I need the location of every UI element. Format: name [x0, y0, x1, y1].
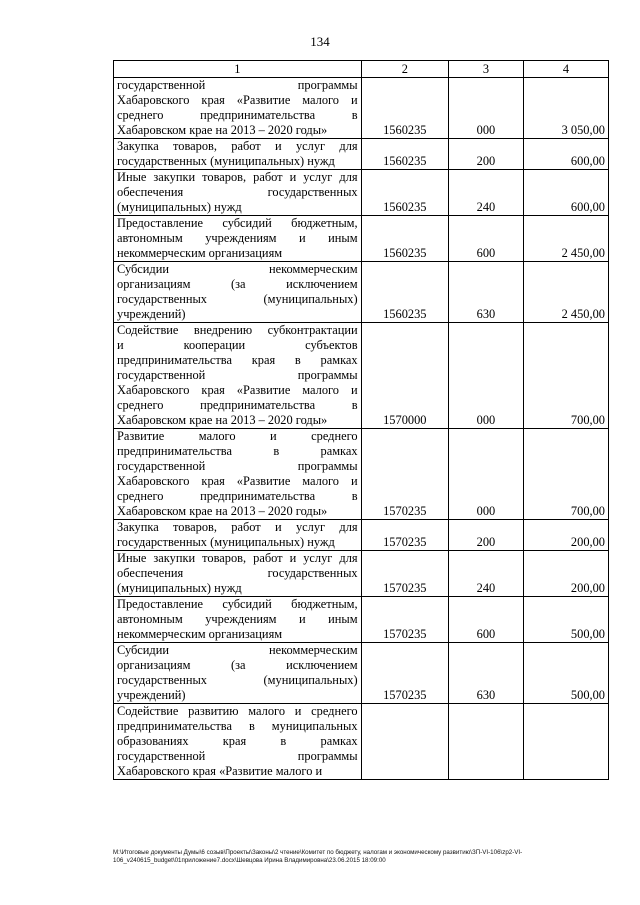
- row-name-line: некоммерческим организациям: [117, 246, 283, 260]
- page-number: 134: [310, 34, 330, 49]
- row-sum-cell: 700,00: [523, 323, 608, 429]
- row-name-line: Хабаровского края «Развитие малого и: [117, 764, 323, 778]
- row-name-line: предпринимательства в рамках: [117, 444, 358, 458]
- row-name-line: государственной программы: [117, 459, 358, 473]
- row-name-line: Хабаровского края «Развитие малого и: [117, 93, 358, 107]
- row-name-line: среднего предпринимательства в: [117, 489, 358, 503]
- row-sum-cell: 2 450,00: [523, 262, 608, 323]
- row-name-line: Хабаровском крае на 2013 – 2020 годы»: [117, 504, 328, 518]
- row-code-cell: 1560235: [361, 216, 448, 262]
- row-name-line: учреждений): [117, 688, 186, 702]
- row-code-cell: 1560235: [361, 262, 448, 323]
- row-code-cell: 1570235: [361, 551, 448, 597]
- row-name-line: Иные закупки товаров, работ и услуг для: [117, 551, 358, 565]
- row-sum-cell: 500,00: [523, 643, 608, 704]
- row-name-line: Хабаровском крае на 2013 – 2020 годы»: [117, 123, 328, 137]
- row-name-cell: [114, 429, 362, 520]
- table-row: [114, 216, 609, 262]
- row-name-line: образованиях края в рамках: [117, 734, 358, 748]
- row-name-line: государственных (муниципальных) нужд: [117, 154, 335, 168]
- row-name-cell: [114, 170, 362, 216]
- row-sum-cell: 600,00: [523, 170, 608, 216]
- row-sum-cell: 3 050,00: [523, 78, 608, 139]
- row-name-line: Содействие внедрению субконтрактации: [117, 323, 358, 337]
- row-sum-cell: [523, 704, 608, 780]
- row-name-cell: [114, 597, 362, 643]
- row-name-line: государственной программы: [117, 78, 358, 92]
- row-name-line: предпринимательства в муниципальных: [117, 719, 358, 733]
- file-path-footer: M:\Итоговые документы Думы\6 созыв\Проекты\Законы\2 чтение\Комитет по бюджету, налогам и экономическому развитию\ЗП-VI-106\zp2-VI-106_v240615_budget\01приложение7.docx\Шевцова Ирина Владимировна\23.06.2015 18:09:00: [113, 849, 523, 864]
- row-name-line: Содействие развитию малого и среднего: [117, 704, 358, 718]
- row-code-cell: 1570235: [361, 429, 448, 520]
- row-code-cell: 1570235: [361, 643, 448, 704]
- row-name-cell: [114, 139, 362, 170]
- header-col-2: 2: [361, 61, 448, 78]
- row-name-line: автономным учреждениям и иным: [117, 231, 358, 245]
- row-code-cell: 1560235: [361, 170, 448, 216]
- row-name-line: Субсидии некоммерческим: [117, 643, 358, 657]
- row-name-line: государственных (муниципальных): [117, 673, 358, 687]
- row-type-cell: 000: [449, 429, 524, 520]
- row-code-cell: [361, 704, 448, 780]
- row-type-cell: 200: [449, 520, 524, 551]
- row-name-line: Закупка товаров, работ и услуг для: [117, 139, 358, 153]
- row-name-line: Предоставление субсидий бюджетным,: [117, 597, 358, 611]
- row-type-cell: 240: [449, 551, 524, 597]
- table-row: [114, 170, 609, 216]
- row-sum-cell: 500,00: [523, 597, 608, 643]
- row-type-cell: 600: [449, 216, 524, 262]
- row-code-cell: 1560235: [361, 78, 448, 139]
- row-code-cell: 1570000: [361, 323, 448, 429]
- header-col-4: 4: [523, 61, 608, 78]
- row-type-cell: 000: [449, 78, 524, 139]
- row-name-line: Развитие малого и среднего: [117, 429, 358, 443]
- row-sum-cell: 2 450,00: [523, 216, 608, 262]
- row-name-line: предпринимательства края в рамках: [117, 353, 358, 367]
- row-name-line: Хабаровского края «Развитие малого и: [117, 474, 358, 488]
- table-row: [114, 139, 609, 170]
- table-header-row: [114, 61, 609, 78]
- row-name-cell: [114, 520, 362, 551]
- row-name-line: Хабаровского края «Развитие малого и: [117, 383, 358, 397]
- table-row: [114, 520, 609, 551]
- table-row: [114, 643, 609, 704]
- row-name-cell: [114, 643, 362, 704]
- row-sum-cell: 200,00: [523, 520, 608, 551]
- row-name-line: Предоставление субсидий бюджетным,: [117, 216, 358, 230]
- row-code-cell: 1560235: [361, 139, 448, 170]
- row-name-line: государственной программы: [117, 368, 358, 382]
- row-name-line: автономным учреждениям и иным: [117, 612, 358, 626]
- row-name-line: Иные закупки товаров, работ и услуг для: [117, 170, 358, 184]
- row-name-line: учреждений): [117, 307, 186, 321]
- row-name-cell: [114, 704, 362, 780]
- table-body: [114, 78, 609, 780]
- row-name-line: (муниципальных) нужд: [117, 581, 242, 595]
- row-name-line: государственных (муниципальных) нужд: [117, 535, 335, 549]
- table-row: [114, 704, 609, 780]
- table-row: [114, 429, 609, 520]
- row-sum-cell: 200,00: [523, 551, 608, 597]
- row-name-cell: [114, 216, 362, 262]
- row-name-cell: [114, 262, 362, 323]
- row-type-cell: 630: [449, 262, 524, 323]
- row-type-cell: 200: [449, 139, 524, 170]
- row-name-line: Хабаровском крае на 2013 – 2020 годы»: [117, 413, 328, 427]
- row-code-cell: 1570235: [361, 520, 448, 551]
- row-sum-cell: 600,00: [523, 139, 608, 170]
- header-col-1: 1: [114, 61, 362, 78]
- table-row: [114, 323, 609, 429]
- row-name-line: Закупка товаров, работ и услуг для: [117, 520, 358, 534]
- row-name-line: (муниципальных) нужд: [117, 200, 242, 214]
- row-code-cell: 1570235: [361, 597, 448, 643]
- row-name-line: организациям (за исключением: [117, 658, 358, 672]
- row-name-line: организациям (за исключением: [117, 277, 358, 291]
- header-col-3: 3: [449, 61, 524, 78]
- row-type-cell: 600: [449, 597, 524, 643]
- table-row: [114, 262, 609, 323]
- table-row: [114, 597, 609, 643]
- row-name-line: и кооперации субъектов: [117, 338, 358, 352]
- row-type-cell: 000: [449, 323, 524, 429]
- budget-table: [113, 60, 609, 780]
- row-name-line: государственных (муниципальных): [117, 292, 358, 306]
- row-name-line: среднего предпринимательства в: [117, 398, 358, 412]
- row-sum-cell: 700,00: [523, 429, 608, 520]
- row-name-line: государственной программы: [117, 749, 358, 763]
- row-type-cell: 240: [449, 170, 524, 216]
- row-name-line: некоммерческим организациям: [117, 627, 283, 641]
- row-name-line: обеспечения государственных: [117, 185, 358, 199]
- row-name-line: обеспечения государственных: [117, 566, 358, 580]
- row-name-line: среднего предпринимательства в: [117, 108, 358, 122]
- row-name-cell: [114, 78, 362, 139]
- row-type-cell: [449, 704, 524, 780]
- row-name-line: Субсидии некоммерческим: [117, 262, 358, 276]
- row-type-cell: 630: [449, 643, 524, 704]
- row-name-cell: [114, 323, 362, 429]
- row-name-cell: [114, 551, 362, 597]
- table-row: [114, 78, 609, 139]
- table-row: [114, 551, 609, 597]
